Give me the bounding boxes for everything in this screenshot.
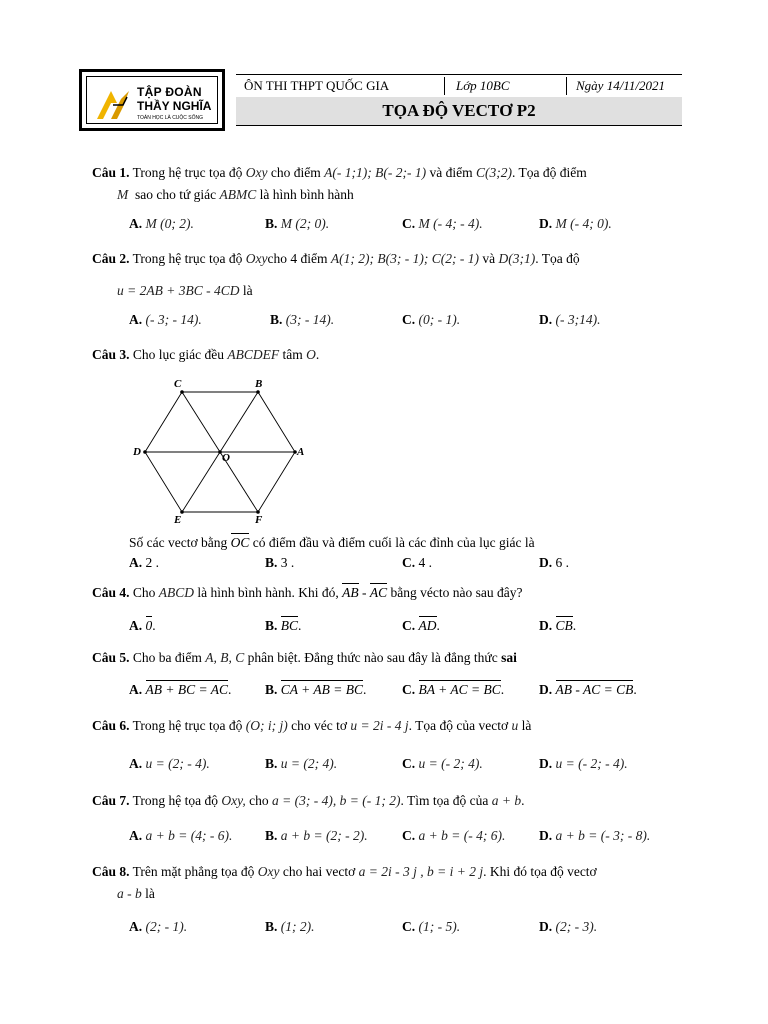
point-c [180,390,184,394]
hexagon-diagram [125,372,315,532]
option-d[interactable]: D. u = (- 2; - 4). [539,756,628,771]
option-d[interactable]: D. (2; - 3). [539,919,598,934]
option-c[interactable]: C. a + b = (- 4; 6). [402,828,506,843]
question-text: Trong hệ trục tọa độ [132,165,243,180]
label-a: A [297,446,305,458]
option-c[interactable]: C. u = (- 2; 4). [402,756,483,771]
operator: - [362,585,367,600]
option-b[interactable]: B. (1; 2). [265,919,315,934]
option-b[interactable]: B. CA + AB = BC. [265,682,367,697]
question-text: cho 4 điểm [267,251,328,266]
vector-expression: AB [342,585,359,600]
option-c[interactable]: C. M (- 4; - 4). [402,216,483,231]
label-f: F [255,514,263,526]
question-text: . Tìm tọa độ của [400,793,489,808]
label-e: E [174,514,182,526]
option-d[interactable]: D. (- 3;14). [539,312,601,327]
question-text: là [242,283,253,298]
option-a[interactable]: A. (2; - 1). [129,919,188,934]
option-b[interactable]: B. 3 . [265,555,295,570]
option-b[interactable]: B. (3; - 14). [270,312,335,327]
question-3: Câu 3. Cho lục giác đều ABCDEF tâm O. [92,347,320,362]
header-divider [566,77,567,95]
options-row [0,216,768,234]
header-info-bar [236,74,682,98]
question-text: Cho [132,585,156,600]
label-b: B [255,378,263,390]
math-expression: M [117,187,129,202]
question-label: Câu 6. [92,718,130,733]
math-expression: (O; i; j) [245,718,288,733]
options-row [0,682,768,700]
question-text: là [521,718,532,733]
question-label: Câu 8. [92,864,130,879]
question-text: Cho lục giác đều [132,347,224,362]
math-expression: a + b [491,793,522,808]
question-text: sao cho tứ giác [135,187,217,202]
option-c[interactable]: C. (1; - 5). [402,919,461,934]
question-1-line2 [117,187,354,203]
question-text: . Khi đó tọa độ vectơ [483,864,597,879]
question-text: là hình bình hành [259,187,354,202]
question-text: cho điểm [270,165,321,180]
question-text: . Tọa độ điểm [511,165,587,180]
math-expression: u [511,718,519,733]
option-d[interactable]: D. AB - AC = CB. [539,682,637,697]
question-text: có điểm đầu và điểm cuối là các đỉnh của lục giác là [252,535,535,550]
label-o: O [222,452,230,464]
option-d[interactable]: D. CB. [539,618,577,633]
question-3-prompt [129,535,535,551]
option-b[interactable]: B. M (2; 0). [265,216,330,231]
vector-expression: AC [369,585,388,600]
math-expression: Oxy [257,864,280,879]
question-5 [92,650,517,666]
question-text: và [482,251,496,266]
question-text: cho [249,793,269,808]
math-expression: a = 2i - 3 j , b = i + 2 j [358,864,484,879]
option-b[interactable]: B. BC. [265,618,302,633]
vector-expression: OC [230,535,250,550]
options-row [0,828,768,846]
question-7 [92,793,524,809]
question-text: là [145,886,155,901]
question-text: Trong hệ trục tọa độ [132,718,243,733]
question-label: Câu 7. [92,793,130,808]
question-8 [92,864,597,880]
option-a[interactable]: A. (- 3; - 14). [129,312,202,327]
header-subject: ÔN THI THPT QUỐC GIA [244,78,390,93]
question-label: Câu 4. [92,585,130,600]
question-text: . Tọa độ [535,251,580,266]
math-expression: a - b [117,886,142,901]
option-d[interactable]: D. a + b = (- 3; - 8). [539,828,651,843]
option-b[interactable]: B. a + b = (2; - 2). [265,828,368,843]
option-c[interactable]: C. AD. [402,618,440,633]
question-text: Trong hệ tọa độ [132,793,219,808]
question-text: Trên mặt phẳng tọa độ [132,864,255,879]
option-a[interactable]: A. u = (2; - 4). [129,756,210,771]
question-text: cho hai vectơ [282,864,356,879]
question-text: Số các vectơ bằng [129,535,228,550]
option-a[interactable]: A. 2 . [129,555,159,570]
logo-line2: THẦY NGHĨA [137,99,212,113]
emphasis-word: sai [501,650,517,665]
question-text: phân biệt. Đẳng thức nào sau đây là đẳng thức [247,650,498,665]
option-b[interactable]: B. u = (2; 4). [265,756,338,771]
question-label: Câu 5. [92,650,130,665]
label-d: D [133,446,141,458]
math-expression: A, B, C [205,650,245,665]
question-text: . Tọa độ của vectơ [408,718,509,733]
question-text: Trong hệ trục tọa độ [132,251,243,266]
math-expression: Oxy [245,165,268,180]
question-text: . [521,793,525,808]
options-row [0,312,768,330]
option-c[interactable]: C. BA + AC = BC. [402,682,505,697]
question-label: Câu 1. [92,165,130,180]
question-text: là hình bình hành. Khi đó, [197,585,339,600]
options-row [0,618,768,636]
logo [79,69,225,131]
question-label: Câu 3. [92,347,130,362]
math-expression: Oxy [245,251,268,266]
math-expression: u = 2AB + 3BC - 4CD [117,283,240,298]
option-d[interactable]: D. M (- 4; 0). [539,216,612,231]
label-c: C [174,378,182,390]
question-text: tâm [282,347,303,362]
options-row [0,756,768,774]
logo-tagline: TOÁN HỌC LÀ CUỘC SỐNG [137,115,204,121]
question-8-line2 [117,886,155,902]
math-expression: A(- 1;1); B(- 2;- 1) [324,165,427,180]
math-expression: ABMC [219,187,257,202]
question-1 [92,165,587,181]
question-text: và điểm [429,165,473,180]
logo-line1: TẬP ĐOÀN [137,85,202,99]
question-4 [92,585,523,601]
math-expression: a = (3; - 4), b = (- 1; 2) [272,793,401,808]
point-d [143,450,147,454]
question-text: bằng vécto nào sau đây? [390,585,523,600]
math-expression: C(3;2) [475,165,512,180]
page-title: TỌA ĐỘ VECTƠ P2 [236,97,682,126]
options-row [0,555,768,573]
math-expression: A(1; 2); B(3; - 1); C(2; - 1) [330,251,479,266]
math-expression: Oxy, [221,793,246,808]
logo-mark-icon [93,85,133,125]
option-a[interactable]: A. a + b = (4; - 6). [129,828,233,843]
question-label: Câu 2. [92,251,130,266]
question-2 [92,251,580,267]
question-text: cho véc tơ [291,718,348,733]
logo-frame [86,76,218,124]
option-c[interactable]: C. 4 . [402,555,432,570]
question-6 [92,718,531,734]
math-expression: O [306,347,316,362]
option-c[interactable]: C. (0; - 1). [402,312,461,327]
math-expression: D(3;1) [498,251,536,266]
question-text: Cho ba điểm [132,650,202,665]
math-expression: u = 2i - 4 j [350,718,409,733]
header-date: Ngày 14/11/2021 [576,78,665,93]
header-divider [444,77,445,95]
point-b [256,390,260,394]
math-expression: ABCDEF [227,347,280,362]
option-a[interactable]: A. 0. [129,618,156,633]
option-d[interactable]: D. 6 . [539,555,569,570]
header-class: Lớp 10BC [456,78,510,93]
math-expression: ABCD [158,585,195,600]
option-a[interactable]: A. AB + BC = AC. [129,682,232,697]
question-2-line2 [117,283,253,299]
options-row [0,919,768,937]
option-a[interactable]: A. M (0; 2). [129,216,194,231]
